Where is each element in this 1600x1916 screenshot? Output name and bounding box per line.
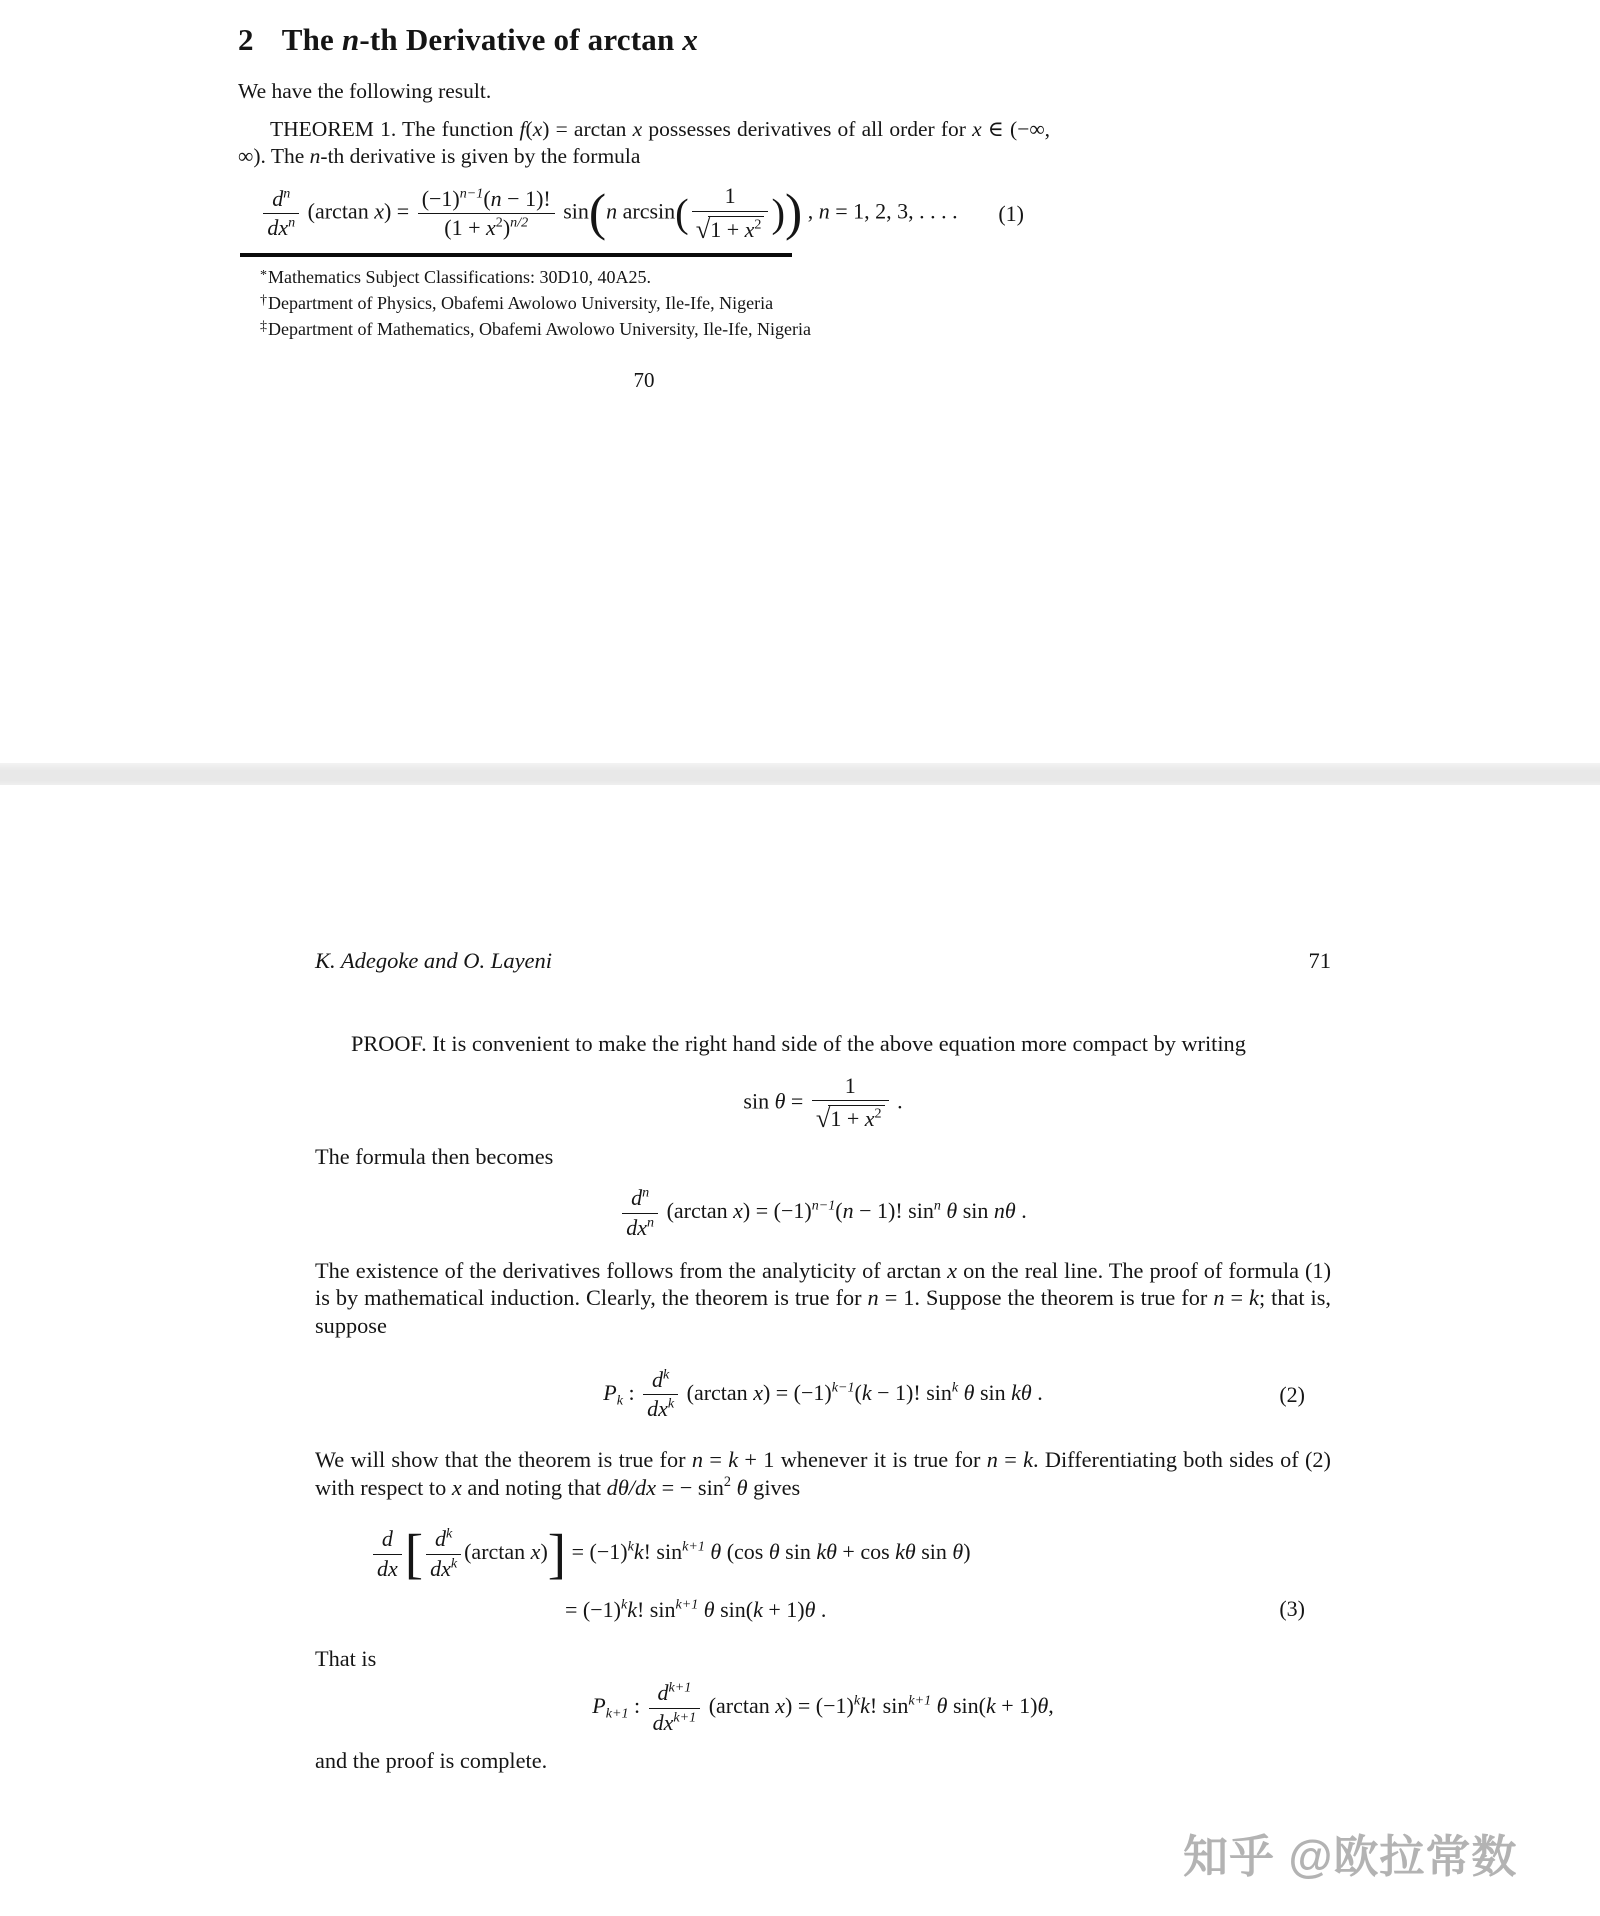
footnotes [260,265,1050,342]
formula-becomes-text: The formula then becomes [315,1143,554,1169]
equation-1-body: $\frac{d^n}{dx^n}$ (arctan x) = $\frac{(-1)^{n-1}(n - 1)!}{(1 + x^2)^{n/2}}$ sin(n arcsin( $\frac{1}{√1 + x^2}$ )) , n = 1, 2, 3, . . . . [260,184,957,243]
page-70 [238,22,1050,393]
asterisk-mark: * [260,266,268,283]
equation-2-body: $P_k$ : $\frac{d^k}{dx^k}$ (arctan $x) = (-1)^{k-1}(k - 1)$! $\sin^k \theta$ sin kθ . [603,1365,1043,1422]
sin-theta-equation-body: sin θ = $\frac{1}{√1 + x^2}$ . [743,1072,903,1134]
running-header [315,948,1331,974]
footnote-msc-text: Mathematics Subject Classifications: 30D10, 40A25. [268,267,651,288]
intro-text: We have the following result. [238,79,492,103]
page-separator-band [0,763,1600,785]
equation-3-line2 [315,1595,1331,1623]
footnote-physics [260,291,1050,317]
equation-3 [315,1523,1331,1623]
equation-3-line1 [315,1523,1331,1585]
nth-derivative-compact-equation [315,1186,1331,1240]
theorem-statement: THEOREM 1. The function f(x) = arctan x possesses derivatives of all order for x ∈ (−∞, ∞). The n-th derivative is given by the formula [238,117,1051,169]
page-number-70: 70 [633,368,655,393]
footnote-mathematics-text: Department of Mathematics, Obafemi Awolowo University, Ile-Ife, Nigeria [268,318,812,339]
footnote-mathematics [260,317,1050,343]
nth-derivative-compact-equation-body: $\frac{d^n}{dx^n}$ (arctan $x) = (-1)^{n-1}(n - 1)$! $\sin^n \theta$ sin nθ . [619,1186,1026,1240]
equation-3-line1-body: $\frac{d}{dx}$ [ $\frac{d^k}{dx^k}$ (arctan $x)] = (-1)^kk$! $\sin^{k+1} \theta$ (cos θ sin kθ + cos kθ sin θ) [370,1527,971,1581]
equation-3-tag: (3) [1279,1596,1305,1622]
proof-intro-paragraph: PROOF. It is convenient to make the right hand side of the above equation more compact by writing [351,1031,1246,1056]
running-header-authors: K. Adegoke and O. Layeni [315,948,553,973]
equation-2-tag: (2) [1279,1381,1305,1407]
sin-theta-equation [315,1074,1331,1133]
section-heading [238,22,1050,58]
pk-plus-1-equation-body: $P_{k+1}$ : $\frac{d^{k+1}}{dx^{k+1}}$ (arctan $x) = (-1)^kk$! $\sin^{k+1} \theta$ sin(k + 1)θ, [592,1679,1054,1735]
existence-paragraph: The existence of the derivatives follows from the analyticity of arctan x on the real line. The proof of formula (1) is by mathematical induction. Clearly, the theorem is true for n = 1. Suppose the theorem is true for n = k; that is, suppose [315,1257,1331,1338]
pk-plus-1-equation [315,1681,1331,1735]
footnote-msc [260,265,1050,291]
equation-1 [238,184,1050,243]
section-number: 2 [238,22,254,57]
proof-complete-text: and the proof is complete. [315,1748,548,1774]
equation-2 [315,1365,1331,1422]
section-title: The n-th Derivative of arctan x [281,22,699,57]
double-dagger-mark: ‡ [260,317,268,334]
that-is-text: That is [315,1646,377,1672]
equation-1-tag: (1) [998,200,1024,226]
page-71 [315,948,1331,1775]
induction-paragraph: We will show that the theorem is true for n = k + 1 whenever it is true for n = k. Differentiating both sides of (2) with respect to x and noting that dθ/dx = − $\sin^2 \theta$ gives [315,1446,1331,1500]
footnote-separator-rule [240,253,792,257]
footnote-physics-text: Department of Physics, Obafemi Awolowo University, Ile-Ife, Nigeria [268,292,774,313]
dagger-mark: † [260,292,268,309]
equation-3-line2-body: = $(-1)^kk$! $\sin^{k+1} \theta$ sin(k + 1)θ . [565,1596,827,1623]
zhihu-watermark: 知乎 @欧拉常数 [1183,1831,1518,1882]
page-number-71: 71 [1308,948,1331,973]
